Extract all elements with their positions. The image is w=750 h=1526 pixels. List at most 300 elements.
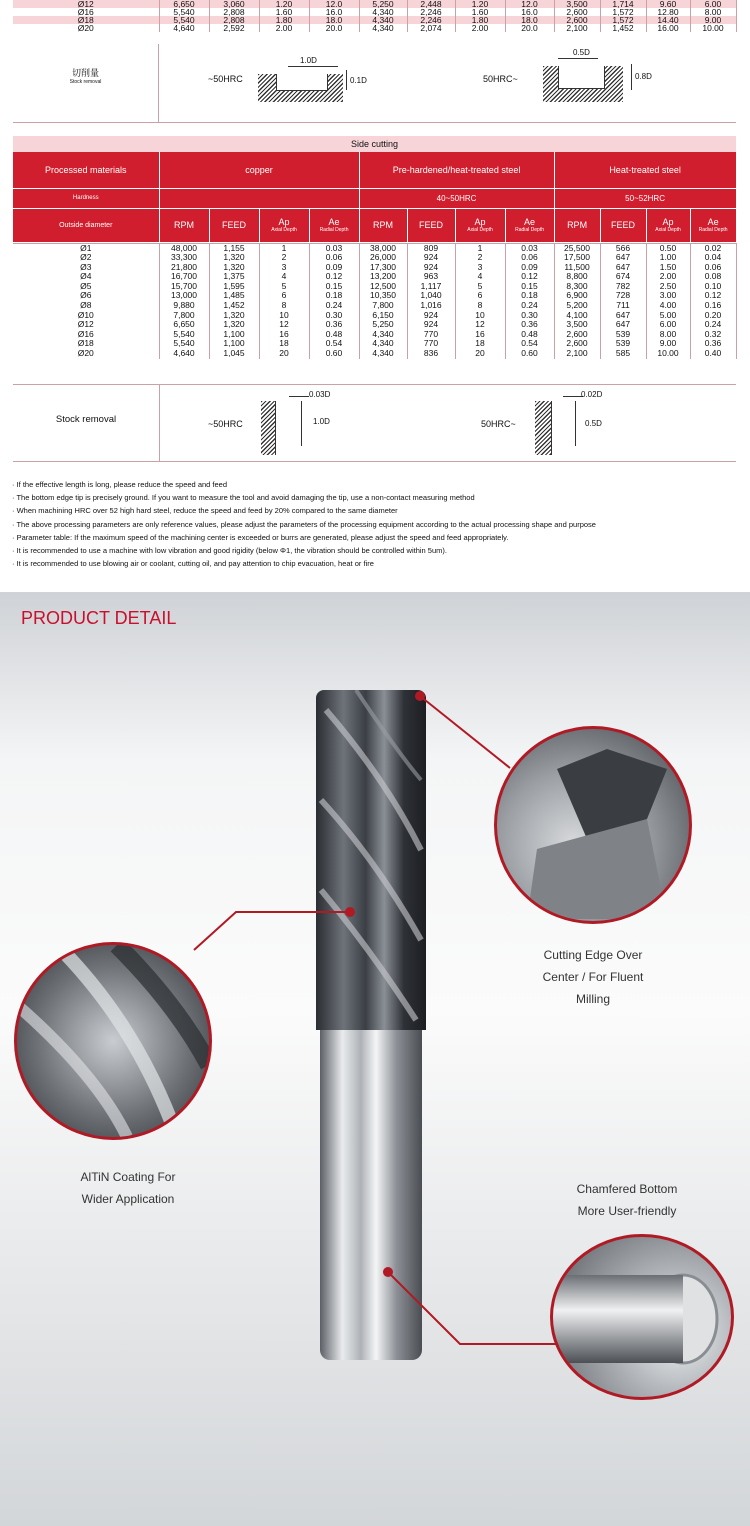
table-cell: 2,600 bbox=[554, 330, 600, 340]
table-cell: 0.18 bbox=[505, 291, 554, 301]
table-cell: 3,500 bbox=[554, 0, 600, 8]
table-cell: 647 bbox=[600, 320, 646, 330]
table-cell: 48,000 bbox=[159, 243, 209, 253]
column-header-label: RPM bbox=[567, 220, 588, 230]
table-cell: 2,808 bbox=[209, 8, 259, 16]
table-cell: 5,200 bbox=[554, 301, 600, 311]
table-cell: 8 bbox=[259, 301, 309, 311]
table-cell: 0.48 bbox=[309, 330, 359, 340]
dim-line bbox=[288, 66, 338, 67]
column-header-label: FEED bbox=[221, 220, 246, 230]
table-cell: 585 bbox=[600, 349, 646, 359]
table-cell: 12 bbox=[259, 320, 309, 330]
table-cell: 9.00 bbox=[690, 16, 736, 24]
hardness-prehardened: 40~50HRC bbox=[359, 188, 554, 208]
table-cell: 1,595 bbox=[209, 282, 259, 292]
top-right-hrc: 50HRC~ bbox=[483, 74, 518, 84]
side-right-stock-diagram bbox=[535, 391, 625, 455]
outside-diameter-header: Outside diameter bbox=[13, 208, 159, 242]
table-cell: 8.00 bbox=[646, 330, 690, 340]
material-copper: copper bbox=[159, 152, 359, 188]
table-cell: 10,350 bbox=[359, 291, 407, 301]
table-cell: 20 bbox=[259, 349, 309, 359]
table-cell: 0.48 bbox=[505, 330, 554, 340]
table-cell: 17,500 bbox=[554, 253, 600, 263]
top-left-top-dim: 1.0D bbox=[300, 56, 317, 65]
table-cell: 0.09 bbox=[309, 263, 359, 273]
table-cell: 4.00 bbox=[646, 301, 690, 311]
table-cell: 539 bbox=[600, 339, 646, 349]
callout-cutting-edge bbox=[520, 944, 666, 1010]
table-cell: 20 bbox=[455, 349, 505, 359]
table-cell: 7,800 bbox=[359, 301, 407, 311]
table-cell: 3,060 bbox=[209, 0, 259, 8]
table-cell: 15,700 bbox=[159, 282, 209, 292]
note-item: · When machining HRC over 52 high hard steel, reduce the speed and feed by 20% compared to the same diameter bbox=[12, 506, 398, 516]
table-cell: 2.00 bbox=[646, 272, 690, 282]
table-cell: 5 bbox=[259, 282, 309, 292]
table-cell: 0.12 bbox=[690, 291, 736, 301]
top-cutting-table bbox=[13, 0, 736, 32]
table-cell: 5,540 bbox=[159, 339, 209, 349]
table-cell: 0.40 bbox=[690, 349, 736, 359]
table-cell: 924 bbox=[407, 320, 455, 330]
table-cell: 12.80 bbox=[646, 8, 690, 16]
table-cell: 4,640 bbox=[159, 24, 209, 32]
table-cell: 924 bbox=[407, 263, 455, 273]
table-cell: 12.0 bbox=[505, 0, 554, 8]
table-cell: 1.80 bbox=[259, 16, 309, 24]
table-cell: 1.00 bbox=[646, 253, 690, 263]
product-detail-title: PRODUCT DETAIL bbox=[21, 608, 177, 628]
table-cell: 5.00 bbox=[646, 311, 690, 321]
table-cell: Ø16 bbox=[13, 330, 159, 340]
table-cell: 2 bbox=[259, 253, 309, 263]
dim-line bbox=[289, 396, 309, 397]
table-cell: 14.40 bbox=[646, 16, 690, 24]
table-cell: 1,572 bbox=[600, 8, 646, 16]
table-cell: 12 bbox=[455, 320, 505, 330]
table-cell: 2.00 bbox=[259, 24, 309, 32]
table-cell: 0.12 bbox=[309, 272, 359, 282]
table-cell: 16,700 bbox=[159, 272, 209, 282]
table-cell: 2,246 bbox=[407, 8, 455, 16]
product-detail-section bbox=[0, 592, 750, 1526]
top-right-side-dim: 0.8D bbox=[635, 72, 652, 81]
table-cell: 4,340 bbox=[359, 16, 407, 24]
table-cell: 2.00 bbox=[455, 24, 505, 32]
table-cell: 1,040 bbox=[407, 291, 455, 301]
table-cell: 0.06 bbox=[690, 263, 736, 273]
table-cell: 728 bbox=[600, 291, 646, 301]
table-cell: 1,572 bbox=[600, 16, 646, 24]
column-header-ae bbox=[690, 208, 736, 242]
table-cell: 16 bbox=[259, 330, 309, 340]
table-cell: 1 bbox=[455, 243, 505, 253]
side-left-top-dim: 0.03D bbox=[309, 390, 331, 399]
top-left-stock-diagram bbox=[258, 56, 367, 102]
table-cell: 4,100 bbox=[554, 311, 600, 321]
table-cell: 2,600 bbox=[554, 8, 600, 16]
table-cell: 1,320 bbox=[209, 320, 259, 330]
table-cell: 9,880 bbox=[159, 301, 209, 311]
column-header-sublabel: Axial Depth bbox=[271, 227, 297, 233]
table-cell: 12.0 bbox=[309, 0, 359, 8]
table-cell: Ø18 bbox=[13, 16, 159, 24]
table-cell: 6.00 bbox=[646, 320, 690, 330]
table-cell: 4 bbox=[259, 272, 309, 282]
table-cell: 566 bbox=[600, 243, 646, 253]
hardness-heat-treated: 50~52HRC bbox=[554, 188, 736, 208]
pocket bbox=[276, 74, 328, 91]
table-cell: 6,650 bbox=[159, 0, 209, 8]
table-cell: 1.80 bbox=[455, 16, 505, 24]
table-cell: 8,300 bbox=[554, 282, 600, 292]
callout1-line2: Center / For Fluent bbox=[542, 970, 644, 984]
cutting-edge-illustration bbox=[497, 729, 689, 921]
table-cell: Ø5 bbox=[13, 282, 159, 292]
table-cell: 13,000 bbox=[159, 291, 209, 301]
table-cell: 20.0 bbox=[309, 24, 359, 32]
top-table-body bbox=[13, 0, 737, 32]
column-header-feed bbox=[209, 208, 259, 242]
table-cell: 1,100 bbox=[209, 339, 259, 349]
top-stock-label-cell bbox=[13, 44, 159, 122]
column-header-rpm bbox=[159, 208, 209, 242]
table-cell: Ø10 bbox=[13, 311, 159, 321]
table-cell: 1.20 bbox=[455, 0, 505, 8]
table-cell: 1,452 bbox=[600, 24, 646, 32]
table-cell: 1,100 bbox=[209, 330, 259, 340]
table-cell: 8 bbox=[455, 301, 505, 311]
table-cell: 11,500 bbox=[554, 263, 600, 273]
table-cell: 5 bbox=[455, 282, 505, 292]
column-header-rpm bbox=[554, 208, 600, 242]
table-cell: 18.0 bbox=[309, 16, 359, 24]
table-cell: 6,650 bbox=[159, 320, 209, 330]
chamfer-zoom-circle bbox=[550, 1234, 734, 1400]
cutting-edge-zoom-circle bbox=[494, 726, 692, 924]
table-cell: 0.08 bbox=[690, 272, 736, 282]
notes-list bbox=[12, 478, 596, 570]
callout1-line3: Milling bbox=[575, 992, 610, 1006]
table-row bbox=[13, 24, 736, 32]
table-cell: 7,800 bbox=[159, 311, 209, 321]
table-cell: 2,808 bbox=[209, 16, 259, 24]
table-cell: 1,320 bbox=[209, 263, 259, 273]
table-cell: 9.60 bbox=[646, 0, 690, 8]
side-left-hrc: ~50HRC bbox=[208, 419, 243, 429]
top-left-side-dim: 0.1D bbox=[350, 76, 367, 85]
chamfer-illustration bbox=[553, 1237, 731, 1397]
table-cell: 963 bbox=[407, 272, 455, 282]
table-cell: 711 bbox=[600, 301, 646, 311]
table-cell: 539 bbox=[600, 330, 646, 340]
note-item: · The bottom edge tip is precisely ground. If you want to measure the tool and avoid damaging the tip, use a non-contact measuring method bbox=[12, 493, 475, 503]
callout2-line1: AlTiN Coating For bbox=[80, 1170, 176, 1184]
table-cell: 0.30 bbox=[505, 311, 554, 321]
table-cell: 0.24 bbox=[690, 320, 736, 330]
processed-materials-header: Processed materials bbox=[13, 152, 159, 188]
column-header-ap bbox=[259, 208, 309, 242]
table-cell: 809 bbox=[407, 243, 455, 253]
table-cell: 8,800 bbox=[554, 272, 600, 282]
column-header-label: Ap bbox=[662, 217, 674, 227]
table-cell: 20.0 bbox=[505, 24, 554, 32]
stock-label-cn: 切削量 bbox=[71, 68, 99, 78]
table-cell: 1,045 bbox=[209, 349, 259, 359]
table-cell: 2,100 bbox=[554, 24, 600, 32]
column-header-label: Ae bbox=[707, 217, 719, 227]
table-cell: 1.60 bbox=[455, 8, 505, 16]
table-cell: 0.60 bbox=[505, 349, 554, 359]
table-cell: 0.15 bbox=[505, 282, 554, 292]
table-cell: 0.24 bbox=[309, 301, 359, 311]
table-cell: 0.04 bbox=[690, 253, 736, 263]
table-cell: 770 bbox=[407, 339, 455, 349]
callout3-line2: More User-friendly bbox=[577, 1204, 677, 1218]
table-cell: 0.03 bbox=[309, 243, 359, 253]
table-cell: 4 bbox=[455, 272, 505, 282]
table-cell: 1,452 bbox=[209, 301, 259, 311]
column-header-ae bbox=[505, 208, 554, 242]
table-cell: 26,000 bbox=[359, 253, 407, 263]
column-header-feed bbox=[600, 208, 646, 242]
column-header-label: Ae bbox=[524, 217, 536, 227]
table-row bbox=[13, 349, 736, 359]
table-cell: 0.50 bbox=[646, 243, 690, 253]
table-cell: Ø3 bbox=[13, 263, 159, 273]
hardness-copper bbox=[159, 188, 359, 208]
table-cell: 16.0 bbox=[309, 8, 359, 16]
dim-line bbox=[558, 58, 598, 59]
table-cell: Ø4 bbox=[13, 272, 159, 282]
hardness-header: Hardness bbox=[13, 188, 159, 208]
table-cell: 0.10 bbox=[690, 282, 736, 292]
table-cell: 6 bbox=[259, 291, 309, 301]
cut-wall bbox=[275, 401, 290, 455]
table-cell: Ø20 bbox=[13, 24, 159, 32]
coating-illustration bbox=[17, 945, 209, 1137]
table-cell: 647 bbox=[600, 253, 646, 263]
column-header-label: FEED bbox=[611, 220, 636, 230]
table-cell: 0.36 bbox=[309, 320, 359, 330]
table-cell: 1,320 bbox=[209, 253, 259, 263]
table-cell: 10.00 bbox=[646, 349, 690, 359]
callout-line-1 bbox=[410, 688, 520, 778]
table-cell: 5,540 bbox=[159, 16, 209, 24]
table-cell: 2,074 bbox=[407, 24, 455, 32]
side-cutting-title: Side cutting bbox=[13, 136, 736, 152]
column-header-label: RPM bbox=[373, 220, 394, 230]
table-cell: 2 bbox=[455, 253, 505, 263]
table-cell: 10.00 bbox=[690, 24, 736, 32]
side-table-header bbox=[13, 152, 737, 243]
column-header-sublabel: Radial Depth bbox=[319, 227, 349, 233]
table-cell: 0.03 bbox=[505, 243, 554, 253]
table-cell: 2,592 bbox=[209, 24, 259, 32]
column-header-label: Ae bbox=[328, 217, 340, 227]
dim-line bbox=[346, 70, 347, 90]
table-cell: 1 bbox=[259, 243, 309, 253]
column-header-ae bbox=[309, 208, 359, 242]
table-cell: Ø1 bbox=[13, 243, 159, 253]
table-cell: 0.15 bbox=[309, 282, 359, 292]
table-cell: 5,540 bbox=[159, 8, 209, 16]
table-cell: 770 bbox=[407, 330, 455, 340]
table-cell: 0.06 bbox=[505, 253, 554, 263]
side-stock-removal-row bbox=[13, 384, 736, 462]
table-cell: 4,340 bbox=[359, 349, 407, 359]
table-cell: 1.20 bbox=[259, 0, 309, 8]
table-cell: 0.09 bbox=[505, 263, 554, 273]
table-cell: 2,448 bbox=[407, 0, 455, 8]
table-cell: 6,900 bbox=[554, 291, 600, 301]
table-cell: 0.24 bbox=[505, 301, 554, 311]
table-cell: 3 bbox=[259, 263, 309, 273]
table-cell: 1,320 bbox=[209, 311, 259, 321]
table-cell: 5,250 bbox=[359, 320, 407, 330]
table-cell: 836 bbox=[407, 349, 455, 359]
table-cell: 647 bbox=[600, 263, 646, 273]
top-right-stock-diagram bbox=[543, 48, 652, 104]
side-left-stock-diagram bbox=[261, 391, 351, 455]
table-cell: 16.0 bbox=[505, 8, 554, 16]
side-right-side-dim: 0.5D bbox=[585, 419, 602, 428]
top-right-top-dim: 0.5D bbox=[573, 48, 590, 57]
table-cell: 0.16 bbox=[690, 301, 736, 311]
table-cell: 4,340 bbox=[359, 339, 407, 349]
table-cell: 8.00 bbox=[690, 8, 736, 16]
table-cell: 18 bbox=[455, 339, 505, 349]
column-header-label: RPM bbox=[174, 220, 194, 230]
table-cell: 2,600 bbox=[554, 339, 600, 349]
column-header-label: Ap bbox=[278, 217, 290, 227]
column-header-ap bbox=[646, 208, 690, 242]
table-cell: 3.00 bbox=[646, 291, 690, 301]
callout-chamfer bbox=[552, 1178, 702, 1222]
table-cell: 0.32 bbox=[690, 330, 736, 340]
table-cell: 1.50 bbox=[646, 263, 690, 273]
table-cell: 0.60 bbox=[309, 349, 359, 359]
table-cell: 2,246 bbox=[407, 16, 455, 24]
column-header-label: Ap bbox=[474, 217, 486, 227]
table-cell: 4,340 bbox=[359, 24, 407, 32]
dim-line bbox=[563, 396, 583, 397]
table-cell: 5,250 bbox=[359, 0, 407, 8]
side-left-side-dim: 1.0D bbox=[313, 417, 330, 426]
table-cell: 16.00 bbox=[646, 24, 690, 32]
table-cell: 1,714 bbox=[600, 0, 646, 8]
callout-line-3 bbox=[380, 1264, 560, 1354]
table-cell: 2.50 bbox=[646, 282, 690, 292]
table-cell: 21,800 bbox=[159, 263, 209, 273]
column-header-rpm bbox=[359, 208, 407, 242]
table-cell: Ø6 bbox=[13, 291, 159, 301]
dim-line bbox=[301, 401, 302, 446]
table-cell: 0.18 bbox=[309, 291, 359, 301]
callout2-line2: Wider Application bbox=[81, 1192, 175, 1206]
material-heat-treated: Heat-treated steel bbox=[554, 152, 736, 188]
table-cell: 10 bbox=[455, 311, 505, 321]
table-cell: 33,300 bbox=[159, 253, 209, 263]
table-cell: 38,000 bbox=[359, 243, 407, 253]
table-cell: 924 bbox=[407, 311, 455, 321]
table-cell: 674 bbox=[600, 272, 646, 282]
cut-wall bbox=[551, 401, 564, 455]
callout-coating bbox=[58, 1166, 198, 1210]
side-right-hrc: 50HRC~ bbox=[481, 419, 516, 429]
table-cell: 17,300 bbox=[359, 263, 407, 273]
callout1-line1: Cutting Edge Over bbox=[543, 948, 643, 962]
table-cell: 6 bbox=[455, 291, 505, 301]
column-header-sublabel: Radial Depth bbox=[515, 227, 544, 233]
table-cell: 0.54 bbox=[309, 339, 359, 349]
table-cell: 2,100 bbox=[554, 349, 600, 359]
column-header-ap bbox=[455, 208, 505, 242]
table-cell: 0.36 bbox=[690, 339, 736, 349]
table-cell: Ø16 bbox=[13, 8, 159, 16]
table-cell: 2,600 bbox=[554, 16, 600, 24]
table-cell: 3,500 bbox=[554, 320, 600, 330]
side-cutting-table bbox=[13, 136, 736, 359]
table-cell: 782 bbox=[600, 282, 646, 292]
dim-line bbox=[575, 401, 576, 446]
table-cell: 6.00 bbox=[690, 0, 736, 8]
table-cell: 5,540 bbox=[159, 330, 209, 340]
table-cell: 0.54 bbox=[505, 339, 554, 349]
side-right-top-dim: 0.02D bbox=[581, 390, 603, 399]
table-cell: Ø20 bbox=[13, 349, 159, 359]
table-cell: 16 bbox=[455, 330, 505, 340]
pocket bbox=[558, 66, 605, 89]
table-cell: 0.12 bbox=[505, 272, 554, 282]
side-stock-label: Stock removal bbox=[13, 385, 160, 461]
table-cell: 0.36 bbox=[505, 320, 554, 330]
table-cell: 647 bbox=[600, 311, 646, 321]
table-cell: Ø12 bbox=[13, 0, 159, 8]
table-cell: 18.0 bbox=[505, 16, 554, 24]
table-cell: 0.20 bbox=[690, 311, 736, 321]
callout-line-2 bbox=[190, 904, 360, 954]
note-item: · It is recommended to use a machine with low vibration and good rigidity (below Φ1, the vibration should be controlled within 5um). bbox=[12, 546, 447, 556]
table-cell: 18 bbox=[259, 339, 309, 349]
table-cell: 924 bbox=[407, 253, 455, 263]
coating-zoom-circle bbox=[14, 942, 212, 1140]
table-cell: 1,375 bbox=[209, 272, 259, 282]
note-item: · The above processing parameters are only reference values, please adjust the parameters of the processing equipment according to the actual processing shape and purpose bbox=[12, 519, 596, 529]
table-cell: 4,340 bbox=[359, 8, 407, 16]
column-header-sublabel: Radial Depth bbox=[698, 227, 728, 233]
table-cell: 4,340 bbox=[359, 330, 407, 340]
table-cell: 1,155 bbox=[209, 243, 259, 253]
table-cell: 1,016 bbox=[407, 301, 455, 311]
column-header-label: FEED bbox=[419, 220, 444, 230]
stock-label-en: Stock removal bbox=[69, 79, 102, 85]
table-cell: 1,117 bbox=[407, 282, 455, 292]
table-cell: 0.30 bbox=[309, 311, 359, 321]
top-left-hrc: ~50HRC bbox=[208, 74, 243, 84]
table-cell: 6,150 bbox=[359, 311, 407, 321]
table-cell: 3 bbox=[455, 263, 505, 273]
table-cell: 25,500 bbox=[554, 243, 600, 253]
note-item: · Parameter table: If the maximum speed of the machining center is exceeded or burrs are generated, please adjust the speed and feed appropriately. bbox=[12, 532, 509, 542]
table-cell: 4,640 bbox=[159, 349, 209, 359]
callout3-line1: Chamfered Bottom bbox=[576, 1182, 678, 1196]
column-header-sublabel: Axial Depth bbox=[467, 227, 493, 233]
note-item: · It is recommended to use blowing air or coolant, cutting oil, and pay attention to chip evacuation, heat or fire bbox=[12, 559, 374, 569]
table-cell: Ø18 bbox=[13, 339, 159, 349]
